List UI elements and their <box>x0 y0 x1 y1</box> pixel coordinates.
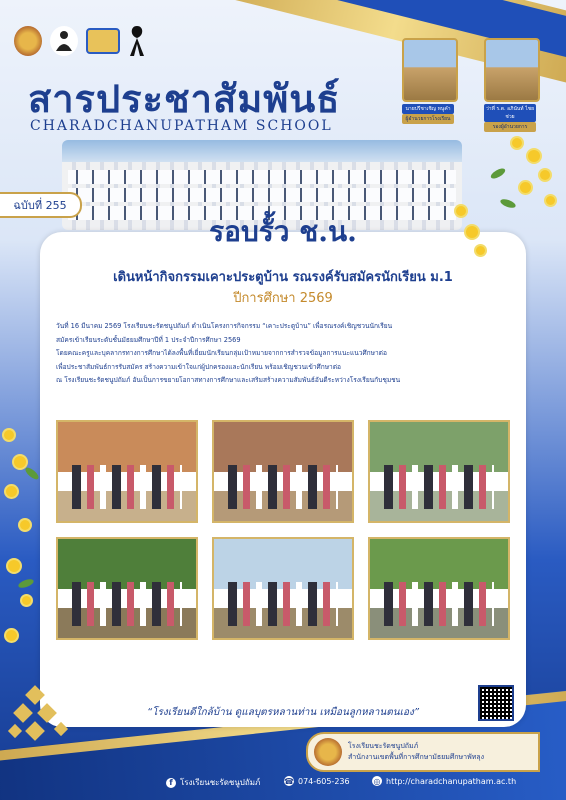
obec-logo-icon <box>86 28 120 54</box>
globe-icon: ◎ <box>373 776 381 786</box>
website-url: http://charadchanupatham.ac.th <box>386 776 517 786</box>
article-body <box>56 320 496 388</box>
activity-photo <box>56 420 198 523</box>
website-contact[interactable] <box>372 776 516 786</box>
facebook-name: โรงเรียนชะรัดชนูปถัมภ์ <box>180 778 261 787</box>
school-emblem-icon <box>14 26 42 56</box>
headline-year: ปีการศึกษา 2569 <box>233 291 333 306</box>
activity-photo <box>56 537 198 640</box>
headline: เดินหน้ากิจกรรมเคาะประตูบ้าน รณรงค์รับสมัครนักเรียน ม.1 <box>113 270 453 285</box>
body-line: สมัครเข้าเรียนระดับชั้นมัธยมศึกษาปีที่ 1 ประจำปีการศึกษา 2569 <box>56 335 241 344</box>
school-identity-box <box>306 732 540 772</box>
body-line: ณ โรงเรียนชะรัดชนูปถัมภ์ อันเป็นการขยายโอกาสทางการศึกษาและเสริมสร้างความสัมพันธ์อันดีระหว่างโรงเรียนกับชุมชน <box>56 376 401 384</box>
school-name: โรงเรียนชะรัดชนูปถัมภ์ <box>348 742 419 750</box>
activity-photo <box>212 420 354 523</box>
section-title: รอบรั้ว ช.น. <box>209 215 357 248</box>
newsletter-title: สารประชาสัมพันธ์ <box>28 76 341 121</box>
issue-number-badge: ฉบับที่ 255 <box>0 192 82 218</box>
body-line: วันที่ 16 มีนาคม 2569 โรงเรียนชะรัดชนูปถัมภ์ ดำเนินโครงการกิจกรรม “เคาะประตูบ้าน” เพื่อรณรงค์เชิญชวนนักเรียน <box>56 322 393 330</box>
phone-icon: ☎ <box>284 776 294 786</box>
mourning-ribbon-icon <box>128 24 146 58</box>
facebook-contact[interactable] <box>166 776 260 789</box>
buddha-icon <box>50 26 78 56</box>
body-line: เพื่อประชาสัมพันธ์การรับสมัคร สร้างความเข้าใจแก่ผู้ปกครองและนักเรียน พร้อมเชิญชวนเข้าศึกษาต่อ <box>56 362 342 371</box>
activity-photo <box>368 420 510 523</box>
phone-contact[interactable] <box>284 776 350 786</box>
body-line: โดยคณะครูและบุคลากรทางการศึกษาได้ลงพื้นที่เยี่ยมนักเรียนกลุ่มเป้าหมายจากการสำรวจข้อมูลการแนะแนวศึกษาต่อ <box>56 349 387 357</box>
executive-photo <box>402 38 458 102</box>
activity-photo <box>212 537 354 640</box>
executive-deputy <box>484 38 536 132</box>
agency-name: สำนักงานเขตพื้นที่การศึกษามัธยมศึกษาพัทลุง <box>348 753 485 761</box>
executive-director <box>402 38 454 124</box>
executive-role: ผู้อำนวยการโรงเรียน <box>402 114 454 124</box>
header-logos <box>14 24 146 58</box>
school-motto: “โรงเรียนดีใกล้บ้าน ดูแลบุตรหลานท่าน เหมือนลูกหลานตนเอง” <box>146 707 420 718</box>
school-name-english: CHARADCHANUPATHAM SCHOOL <box>30 118 333 134</box>
executive-name: ว่าที่ ร.ต. อภินันท์ ไชยช่วย <box>485 106 535 120</box>
qr-code[interactable] <box>478 685 514 721</box>
executive-photo <box>484 38 540 102</box>
activity-photo <box>368 537 510 640</box>
school-emblem-icon <box>314 738 342 766</box>
executive-role: รองผู้อำนวยการ <box>484 122 536 132</box>
phone-number: 074-605-236 <box>298 776 350 786</box>
facebook-icon: f <box>166 778 176 788</box>
executive-name: นายปรีชาเชิญ หนูคำ <box>402 104 454 114</box>
